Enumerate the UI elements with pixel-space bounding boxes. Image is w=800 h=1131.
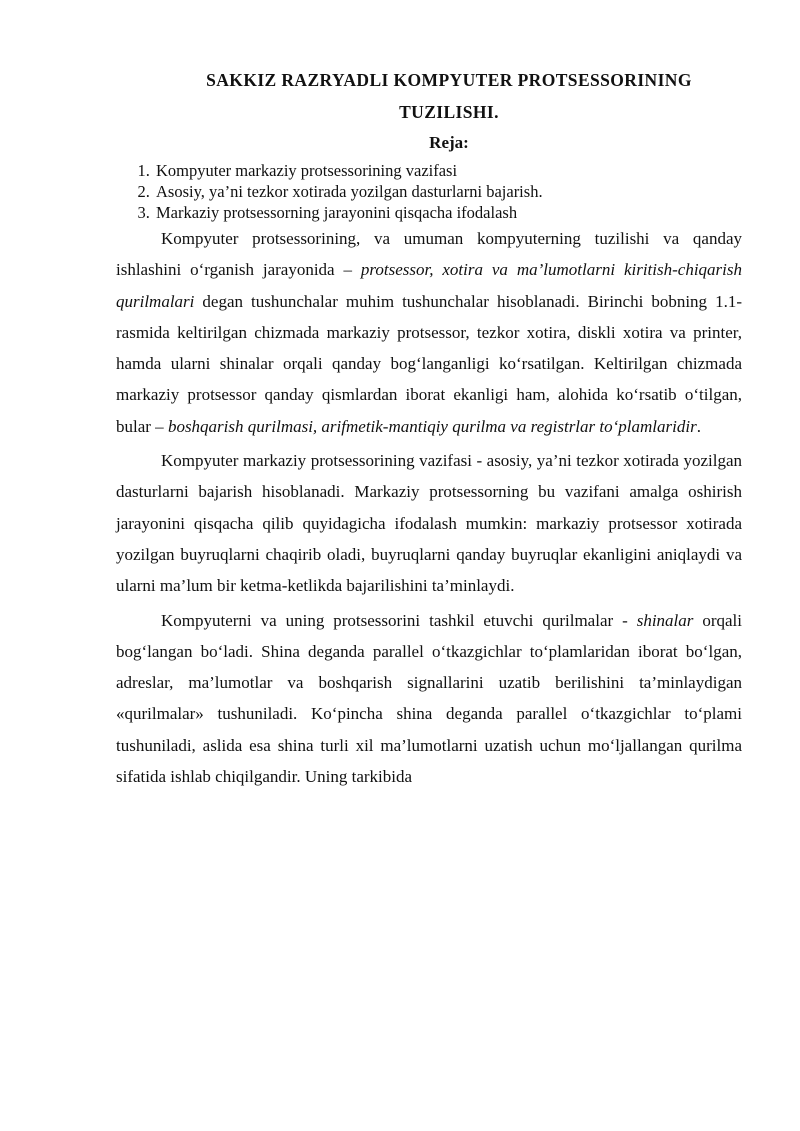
paragraph-text: degan tushunchalar muhim tushunchalar hisoblanadi. Birinchi bobning 1.1-rasmida keltirilgan chizmada markaziy protsessor, tezkor xotira, diskli xotira va printer, hamda ularni shinalar orqali qanday bog‘langanligi ko‘rsatilgan. Keltirilgan chizmada markaziy protsessor qanday qismlardan iborat ekanligi ham, alohida ko‘rsatib o‘tilgan, bular – xyxy=(116,291,742,436)
title-line-2: TUZILISHI. xyxy=(399,102,499,122)
emphasis-text: boshqarish qurilmasi, arifmetik-mantiqiy qurilma va registrlar to‘plamlaridir xyxy=(167,416,697,436)
paragraph-3 xyxy=(116,605,742,793)
plan-item: 1. Kompyuter markaziy protsessorining vazifasi xyxy=(154,160,742,181)
paragraph-text: . xyxy=(696,416,701,436)
paragraph-text: orqali bog‘langan bo‘ladi. Shina deganda parallel o‘tkazgichlar to‘plamlaridan iborat bo‘lgan, adreslar, ma’lumotlar va boshqarish signallarini uzatib berilishini ta’minlaydigan «qurilmalar» tushuniladi. Ko‘pincha shina deganda parallel o‘tkazgichlar to‘plami tushuniladi, aslida esa shina turli xil ma’lumotlarni uzatish uchun mo‘ljallangan qurilma sifatida ishlab chiqilgandir. Uning tarkibida xyxy=(116,610,743,787)
paragraph-2: Kompyuter markaziy protsessorining vazifasi - asosiy, ya’ni tezkor xotirada yozilgan dasturlarni bajarish hisoblanadi. Markaziy protsessorning bu vazifani amalga oshirish jarayonini qisqacha qilib quyidagicha ifodalash mumkin: markaziy protsessor xotirada yozilgan buyruqlarni chaqirib oladi, buyruqlarni qanday buyruqlar ekanligini aniqlaydi va ularni ma’lum bir ketma-ketlikda bajarilishini ta’minlaydi. xyxy=(116,451,742,596)
paragraph-1 xyxy=(116,223,742,442)
title-line-1: SAKKIZ RAZRYADLI KOMPYUTER PROTSESSORINING xyxy=(206,70,692,90)
plan-list xyxy=(116,160,742,223)
plan-item: 3. Markaziy protsessorning jarayonini qisqacha ifodalash xyxy=(154,202,742,223)
plan-item: 2. Asosiy, ya’ni tezkor xotirada yozilgan dasturlarni bajarish. xyxy=(154,181,742,202)
document-title xyxy=(116,64,742,128)
paragraph-text: Kompyuterni va uning protsessorini tashkil etuvchi qurilmalar - xyxy=(161,610,637,630)
document-page xyxy=(116,64,742,792)
paragraph-text: Kompyuter protsessorining, va umuman kompyuterning tuzilishi va qanday ishlashini o‘rganish jarayonida – xyxy=(116,229,742,280)
emphasis-text: shinalar xyxy=(636,610,694,630)
emphasis-text: protsessor, xotira va ma’lumotlarni kiritish-chiqarish qurilmalari xyxy=(116,260,743,311)
plan-heading: Reja: xyxy=(429,133,469,152)
